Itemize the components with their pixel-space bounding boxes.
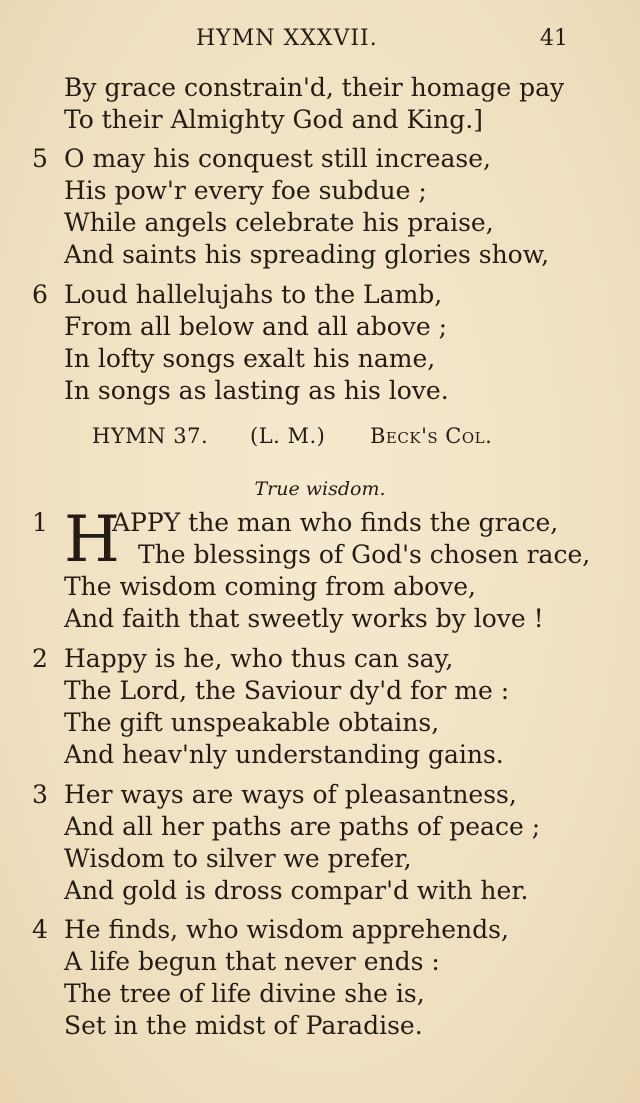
verse-number: 1	[32, 508, 48, 537]
verse-line: The blessings of God's chosen race,	[138, 540, 591, 569]
running-head	[0, 26, 640, 56]
verse-line: In songs as lasting as his love.	[64, 376, 449, 405]
verse-line: His pow'r every foe subdue ;	[64, 176, 427, 205]
verse-line: APPY the man who finds the grace,	[112, 508, 559, 537]
hymn-meter: (L. M.)	[250, 424, 326, 448]
verse-1	[0, 503, 640, 635]
verse-line: To their Almighty God and King.]	[64, 105, 483, 134]
verse-line: O may his conquest still increase,	[64, 144, 492, 173]
verse-line: While angels celebrate his praise,	[64, 208, 494, 237]
verse-line: Happy is he, who thus can say,	[64, 644, 454, 673]
verse-line: A life begun that never ends :	[64, 947, 440, 976]
verse-line: The wisdom coming from above,	[64, 572, 476, 601]
verse-number: 4	[32, 915, 48, 944]
verse-line: Her ways are ways of pleasantness,	[64, 780, 517, 809]
verse-line: The gift unspeakable obtains,	[64, 708, 440, 737]
verse-line: And all her paths are paths of peace ;	[64, 812, 541, 841]
running-title: HYMN XXXVII.	[196, 26, 378, 51]
hymn-title: HYMN 37.	[92, 424, 209, 448]
verse-number: 5	[32, 144, 48, 173]
verse-3	[0, 779, 640, 907]
verse-line: And saints his spreading glories show,	[64, 240, 550, 269]
verse-4	[0, 914, 640, 1042]
hymn-subtitle: True wisdom.	[254, 478, 386, 500]
page-number: 41	[540, 26, 568, 51]
verse-number: 2	[32, 644, 48, 673]
verse-number: 6	[32, 280, 48, 309]
drop-cap: H	[64, 503, 120, 577]
verse-line: By grace constrain'd, their homage pay	[64, 73, 565, 102]
verse-6	[0, 279, 640, 407]
verse-line: Set in the midst of Paradise.	[64, 1011, 423, 1040]
continuation-block	[0, 72, 640, 136]
verse-line: And faith that sweetly works by love !	[64, 604, 544, 633]
hymn-heading	[0, 424, 640, 458]
verse-line: From all below and all above ;	[64, 312, 448, 341]
verse-number: 3	[32, 780, 48, 809]
verse-line: The Lord, the Saviour dy'd for me :	[64, 676, 510, 705]
verse-line: The tree of life divine she is,	[64, 979, 425, 1008]
verse-line: And heav'nly understanding gains.	[64, 740, 504, 769]
verse-2	[0, 643, 640, 771]
verse-5	[0, 143, 640, 271]
verse-line: Loud hallelujahs to the Lamb,	[64, 280, 443, 309]
verse-line: In lofty songs exalt his name,	[64, 344, 436, 373]
verse-line: And gold is dross compar'd with her.	[64, 876, 529, 905]
verse-line: He finds, who wisdom apprehends,	[64, 915, 509, 944]
verse-line: Wisdom to silver we prefer,	[64, 844, 412, 873]
hymn-source: Beck's Col.	[370, 424, 493, 448]
